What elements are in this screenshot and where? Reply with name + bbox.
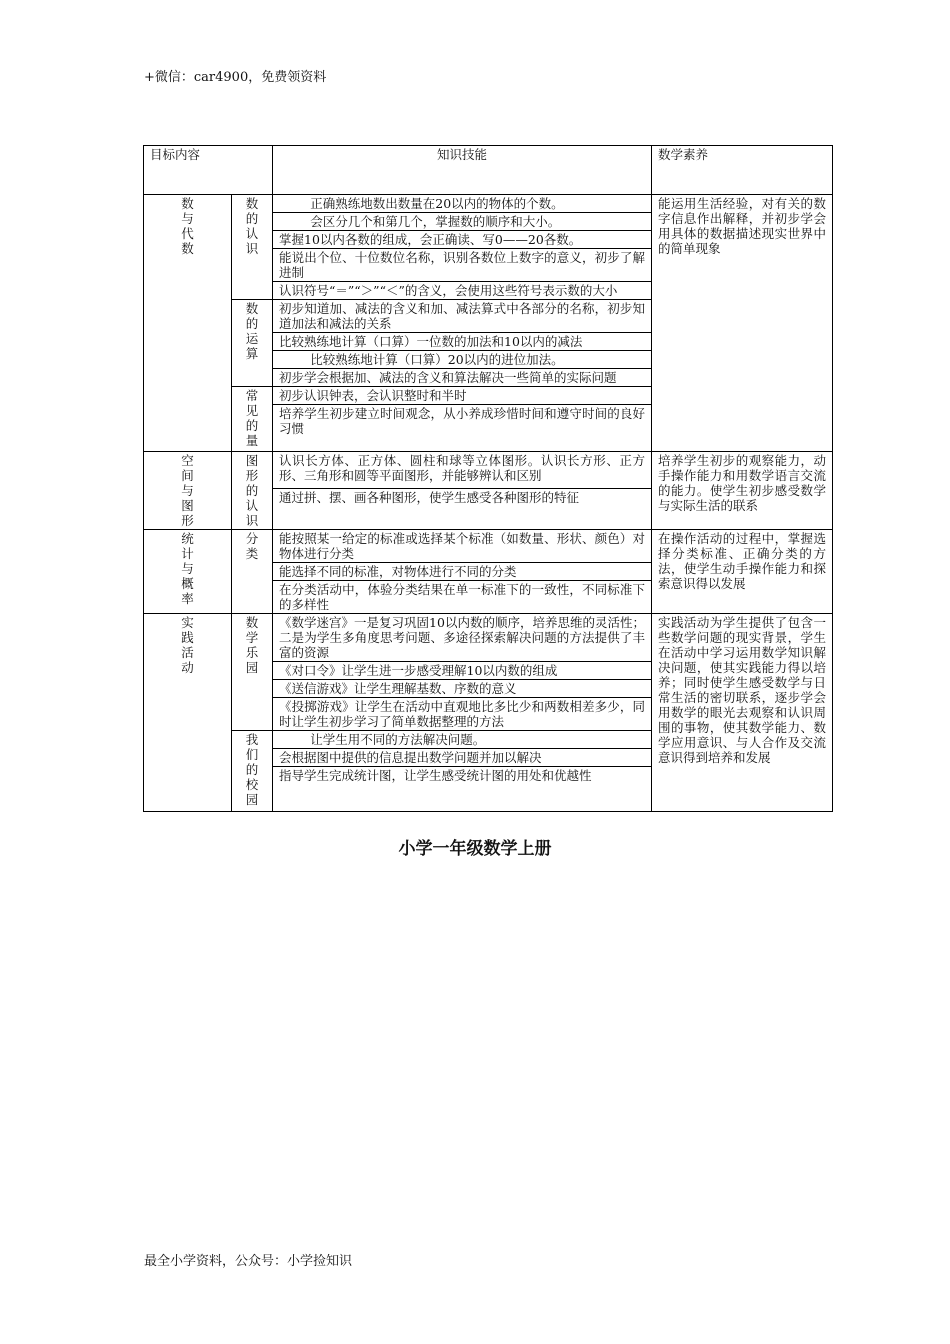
header-literacy: 数学素养: [652, 146, 833, 195]
literacy-space-shape: 培养学生初步的观察能力，动手操作能力和用数学语言交流的能力。使学生初步感受数学与实际生活的联系: [652, 452, 833, 530]
skill-item: 认识符号“＝”“＞”“＜”的含义，会使用这些符号表示数的大小: [273, 282, 652, 300]
skill-item: 《数学迷宫》一是复习巩固10以内数的顺序，培养思维的灵活性；二是为学生多角度思考问题、多途径探索解决问题的方法提供了丰富的资源: [273, 614, 652, 662]
skill-item: 《投掷游戏》让学生在活动中直观地比多比少和两数相差多少，同时让学生初步学习了简单数据整理的方法: [273, 698, 652, 731]
subcategory-classification: 分类: [232, 530, 273, 614]
subcategory-number-recognition: 数的认识: [232, 195, 273, 300]
skill-item: 指导学生完成统计图，让学生感受统计图的用处和优越性: [273, 767, 652, 812]
page-title: 小学一年级数学上册: [398, 839, 552, 859]
category-number-algebra: 数与代数: [144, 195, 232, 452]
header-skill: 知识技能: [273, 146, 652, 195]
footer-note: 最全小学资料，公众号：小学捡知识: [144, 1254, 353, 1269]
skill-item: 能按照某一给定的标准或选择某个标准（如数量、形状、颜色）对物体进行分类: [273, 530, 652, 563]
skill-item: 通过拼、摆、画各种图形，使学生感受各种图形的特征: [273, 489, 652, 530]
curriculum-goals-table: [143, 145, 833, 812]
skill-item: 培养学生初步建立时间观念，从小养成珍惜时间和遵守时间的良好习惯: [273, 405, 652, 452]
skill-item: 掌握10以内各数的组成，会正确读、写0——20各数。: [273, 231, 652, 249]
header-note: +微信：car4900，免费领资料: [144, 70, 327, 85]
table-row: [144, 195, 833, 213]
skill-item: 初步认识钟表，会认识整时和半时: [273, 387, 652, 405]
skill-item: 认识长方体、正方体、圆柱和球等立体图形。认识长方形、正方形、三角形和圆等平面图形，并能够辨认和区别: [273, 452, 652, 489]
skill-item: 能选择不同的标准，对物体进行不同的分类: [273, 563, 652, 581]
skill-item: 比较熟练地计算（口算）20以内的进位加法。: [273, 351, 652, 369]
literacy-practice: 实践活动为学生提供了包含一些数学问题的现实背景，学生在活动中学习运用数学知识解决问题，使其实践能力得以培养；同时使学生感受数学与日常生活的密切联系，逐步学会用数学的眼光去观察和认识周围的事物，使其数学能力、数学应用意识、与人合作及交流意识得到培养和发展: [652, 614, 833, 812]
table-row: [144, 614, 833, 662]
category-practice: 实践活动: [144, 614, 232, 812]
skill-item: 正确熟练地数出数量在20以内的物体的个数。: [273, 195, 652, 213]
table-row: [144, 530, 833, 563]
skill-item: 《送信游戏》让学生理解基数、序数的意义: [273, 680, 652, 698]
skill-item: 能说出个位、十位数位名称，识别各数位上数字的意义，初步了解进制: [273, 249, 652, 282]
table-header-row: [144, 146, 833, 195]
table-row: [144, 452, 833, 489]
category-space-shape: 空间与图形: [144, 452, 232, 530]
category-statistics: 统计与概率: [144, 530, 232, 614]
skill-item: 初步学会根据加、减法的含义和算法解决一些简单的实际问题: [273, 369, 652, 387]
subcategory-our-campus: 我们的校园: [232, 731, 273, 812]
skill-item: 初步知道加、减法的含义和加、减法算式中各部分的名称，初步知道加法和减法的关系: [273, 300, 652, 333]
skill-item: 比较熟练地计算（口算）一位数的加法和10以内的减法: [273, 333, 652, 351]
skill-item: 让学生用不同的方法解决问题。: [273, 731, 652, 749]
header-goal: 目标内容: [144, 146, 273, 195]
skill-item: 会区分几个和第几个，掌握数的顺序和大小。: [273, 213, 652, 231]
skill-item: 《对口令》让学生进一步感受理解10以内数的组成: [273, 662, 652, 680]
literacy-statistics: 在操作活动的过程中，掌握选择分类标准、正确分类的方法，使学生动手操作能力和探索意识得以发展: [652, 530, 833, 614]
subcategory-shape-recognition: 图形的认识: [232, 452, 273, 530]
subcategory-number-operations: 数的运算: [232, 300, 273, 387]
literacy-number-algebra: 能运用生活经验，对有关的数字信息作出解释，并初步学会用具体的数据描述现实世界中的简单现象: [652, 195, 833, 452]
subcategory-math-park: 数学乐园: [232, 614, 273, 731]
subcategory-common-quantities: 常见的量: [232, 387, 273, 452]
skill-item: 在分类活动中，体验分类结果在单一标准下的一致性，不同标准下的多样性: [273, 581, 652, 614]
skill-item: 会根据图中提供的信息提出数学问题并加以解决: [273, 749, 652, 767]
